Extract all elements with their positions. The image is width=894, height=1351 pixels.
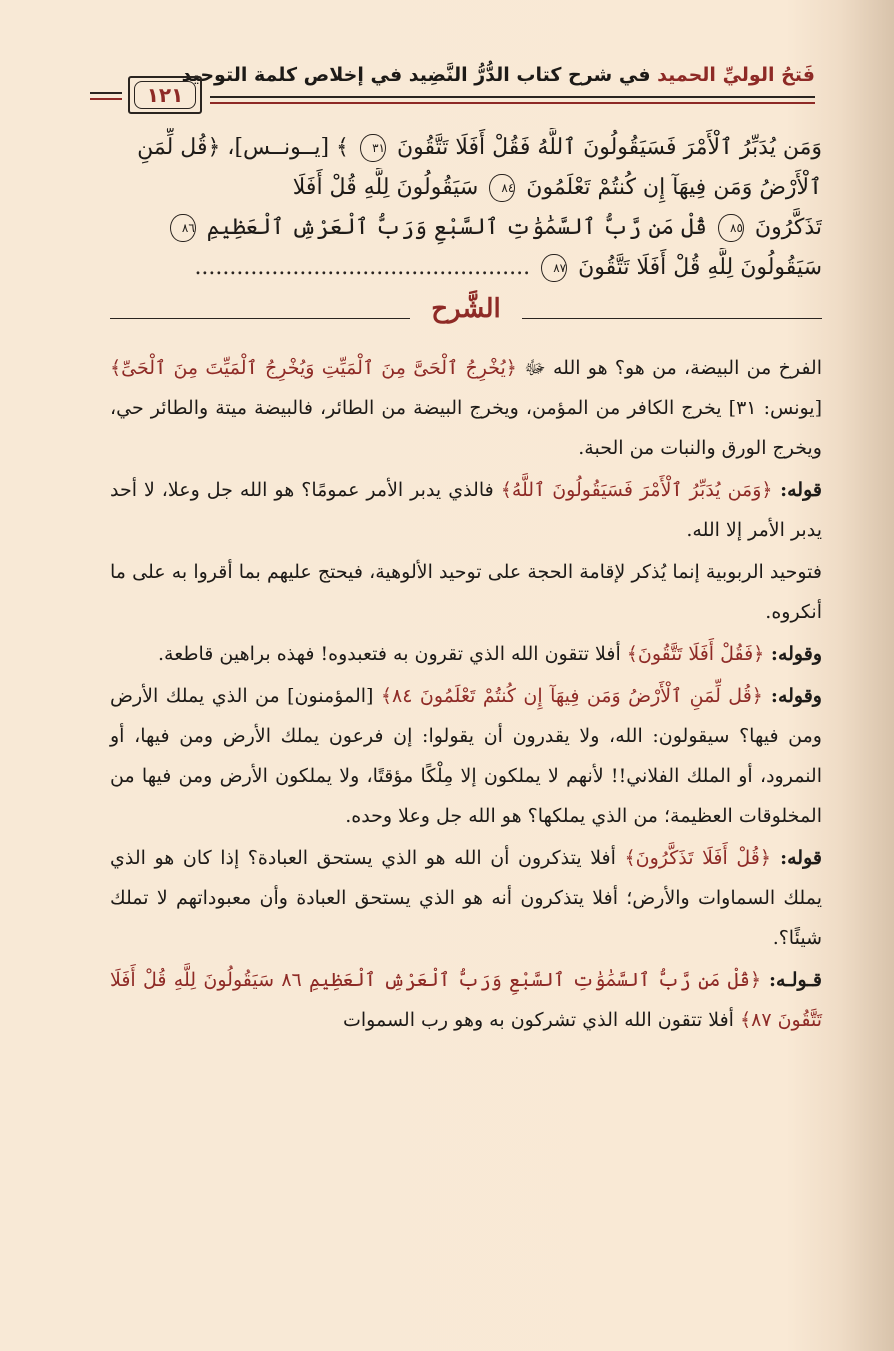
header-rule-left-red [90, 98, 122, 100]
dotted-leader: ................................................ [194, 255, 531, 280]
commentary-text: فالذي يدبر الأمر عمومًا؟ هو الله جل وعلا، لا أحد يدبر الأمر إلا الله. [110, 479, 822, 541]
commentary-text: [يونس: ٣١] يخرج الكافر من المؤمن، ويخرج البيضة من الطائر، فالبيضة ميتة والطائر حي، ويخرج الورق والنبات من الحبة. [110, 397, 822, 459]
ayah-number-marker-icon: ٨٧ [541, 254, 567, 282]
quran-line [110, 248, 822, 288]
page-number-box [128, 76, 202, 114]
book-title-accent: فَتحُ الوليِّ الحميد [657, 64, 815, 86]
running-header [90, 62, 825, 122]
quran-quote: ﴿يُخْرِجُ ٱلْحَىَّ مِنَ ٱلْمَيِّتِ وَيُخْرِجُ ٱلْمَيِّتَ مِنَ ٱلْحَىِّ﴾ [110, 357, 517, 379]
commentary-text: أفلا يتذكرون أن الله هو الذي يستحق العبادة؟ إذا كان هو الذي يملك السماوات والأرض؛ أفلا يتذكرون أنه هو الذي يستحق العبادة وأن معبوداتهم لا تملك شيئًا؟. [110, 847, 822, 949]
page-content [110, 128, 822, 1040]
ayah-number-marker-icon: ٣١ [360, 134, 386, 162]
quran-quote: ﴿فَقُلْ أَفَلَا تَتَّقُونَ﴾ [626, 643, 765, 665]
quran-line [110, 168, 822, 208]
keyword-label: وقوله: [764, 643, 822, 665]
quran-quote: ﴿قُلْ مَن رَّبُّ ٱلسَّمَٰوَٰتِ ٱلسَّبْعِ وَرَبُّ ٱلْعَرْشِ ٱلْعَظِيمِ ٨٦ سَيَقُولُونَ لِلَّهِ قُلْ أَفَلَا تَتَّقُونَ ٨٧﴾ [110, 969, 822, 1031]
book-title [182, 64, 815, 86]
heading-rule-right [522, 318, 822, 319]
quran-text: سَيَقُولُونَ لِلَّهِ قُلْ أَفَلَا تَتَّقُونَ [578, 255, 822, 280]
heading-rule-left [110, 318, 410, 319]
commentary-text: أفلا تتقون الله الذي تقرون به فتعبدوه! فهذه براهين قاطعة. [157, 643, 627, 665]
quran-quote: ﴿قُل لِّمَنِ ٱلْأَرْضُ وَمَن فِيهَآ إِن كُنتُمْ تَعْلَمُونَ ٨٤﴾ [380, 685, 763, 707]
section-title: الشَّرح [431, 294, 501, 324]
quran-line [110, 208, 822, 248]
commentary-text: أفلا تتقون الله الذي تشركون به وهو رب السموات [343, 1009, 740, 1031]
commentary-paragraph [110, 552, 822, 632]
book-title-rest: في شرح كتاب الدُّرُّ النَّضِيد في إخلاص كلمة التوحيد [181, 64, 658, 86]
page-number: ١٢١ [134, 81, 196, 109]
commentary-body [110, 348, 822, 1040]
quran-quote: ﴿وَمَن يُدَبِّرُ ٱلْأَمْرَ فَسَيَقُولُونَ ٱللَّهُ﴾ [500, 479, 773, 501]
quran-quote: ﴿قُلْ أَفَلَا تَذَكَّرُونَ﴾ [624, 847, 771, 869]
quran-text: وَمَن يُدَبِّرُ ٱلْأَمْرَ فَسَيَقُولُونَ ٱللَّهُ فَقُلْ أَفَلَا تَتَّقُونَ [396, 135, 822, 160]
quran-block [110, 128, 822, 288]
keyword-label: قوله: [770, 847, 822, 869]
quran-text: ٱلْأَرْضُ وَمَن فِيهَآ إِن كُنتُمْ تَعْلَمُونَ [526, 175, 822, 200]
commentary-text: فتوحيد الربوبية إنما يُذكر لإقامة الحجة على توحيد الألوهية، فيحتج عليهم بما أقروا به على ما أنكروه. [110, 561, 822, 623]
header-rule-red [210, 102, 815, 104]
header-rule-black [210, 96, 815, 98]
ayah-number-marker-icon: ٨٦ [170, 214, 196, 242]
keyword-label: قوله: [772, 479, 822, 501]
commentary-paragraph [110, 676, 822, 836]
keyword-label: قـولـه: [761, 969, 822, 991]
quran-line [110, 128, 822, 168]
quran-text: سَيَقُولُونَ لِلَّهِ قُلْ أَفَلَا [292, 175, 479, 200]
commentary-paragraph [110, 838, 822, 958]
quran-text: ﴾ [يــونــس]، ﴿قُل لِّمَنِ [137, 135, 349, 160]
quran-text: تَذَكَّرُونَ [754, 215, 822, 240]
ayah-number-marker-icon: ٨٤ [489, 174, 515, 202]
commentary-paragraph [110, 470, 822, 550]
commentary-text: [المؤمنون] من الذي يملك الأرض ومن فيها؟ سيقولون: الله، ولا يقدرون أن يقولوا: إن فرعون يملك الأرض ومن فيها، أو النمرود، أو الملك الفلاني!! لأنهم لا يملكون إلا مِلْكًا مؤقتًا، ولا يملكون الأرض ومن فيها من المخلوقات العظيمة؛ من الذي يملكها؟ هو الله جل وعلا وحده. [110, 685, 822, 827]
header-rule-left-black [90, 92, 122, 94]
commentary-paragraph [110, 634, 822, 674]
quran-text: قُلْ مَن رَّبُّ ٱلسَّمَٰوَٰتِ ٱلسَّبْعِ وَرَبُّ ٱلْعَرْشِ ٱلْعَظِيمِ [206, 215, 707, 240]
section-heading [110, 294, 822, 342]
ayah-number-marker-icon: ٨٥ [718, 214, 744, 242]
commentary-paragraph [110, 348, 822, 468]
keyword-label: وقوله: [762, 685, 822, 707]
commentary-paragraph [110, 960, 822, 1040]
commentary-text: الفرخ من البيضة، من هو؟ هو الله ﷻ [516, 357, 822, 379]
